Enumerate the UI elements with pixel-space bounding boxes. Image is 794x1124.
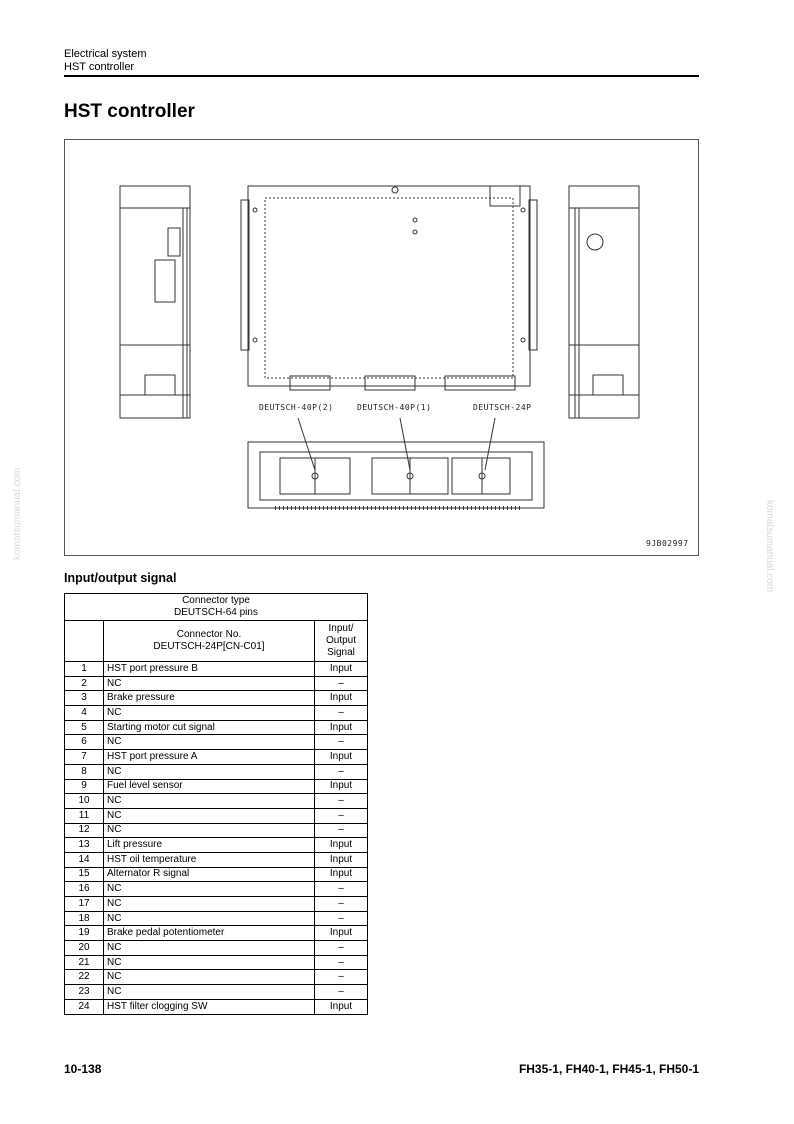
signal-type-cell: Input <box>315 662 368 677</box>
signal-type-cell: – <box>315 706 368 721</box>
signal-header-line: Output <box>325 635 357 646</box>
signal-type-cell: Input <box>315 779 368 794</box>
signal-type-cell: Input <box>315 867 368 882</box>
table-row <box>65 926 368 941</box>
connector-type-value: DEUTSCH-64 pins <box>174 607 258 618</box>
pin-number-cell: 23 <box>65 985 104 1000</box>
signal-name-cell: NC <box>104 764 315 779</box>
signal-name-cell: Brake pedal potentiometer <box>104 926 315 941</box>
signal-type-cell: – <box>315 764 368 779</box>
signal-header-line: Signal <box>327 647 355 658</box>
page-number: 10-138 <box>64 1062 102 1076</box>
io-signal-table <box>64 593 368 1015</box>
pin-number-cell: 9 <box>65 779 104 794</box>
connector-no-value: DEUTSCH-24P[CN-C01] <box>153 641 265 652</box>
table-row <box>65 808 368 823</box>
table-row <box>65 941 368 956</box>
table-row <box>65 852 368 867</box>
table-row <box>65 706 368 721</box>
pin-number-cell: 15 <box>65 867 104 882</box>
signal-type-cell: Input <box>315 852 368 867</box>
signal-header-cell <box>315 621 368 662</box>
signal-type-cell: – <box>315 882 368 897</box>
signal-type-cell: – <box>315 735 368 750</box>
table-row <box>65 750 368 765</box>
pin-number-cell: 12 <box>65 823 104 838</box>
watermark-right: komatsumanual.com <box>764 500 775 593</box>
signal-name-cell: NC <box>104 911 315 926</box>
table-header-row <box>65 594 368 621</box>
table-row <box>65 662 368 677</box>
pin-number-cell: 8 <box>65 764 104 779</box>
signal-type-cell: Input <box>315 750 368 765</box>
signal-name-cell: Starting motor cut signal <box>104 720 315 735</box>
signal-name-cell: NC <box>104 897 315 912</box>
connector-no-cell <box>104 621 315 662</box>
signal-name-cell: Alternator R signal <box>104 867 315 882</box>
header-section: HST controller <box>64 61 135 73</box>
signal-type-cell: – <box>315 970 368 985</box>
signal-type-cell: Input <box>315 720 368 735</box>
signal-type-cell: Input <box>315 926 368 941</box>
signal-name-cell: HST port pressure A <box>104 750 315 765</box>
signal-name-cell: NC <box>104 955 315 970</box>
right-side-view <box>569 186 639 418</box>
table-header-row <box>65 621 368 662</box>
header-rule <box>64 75 699 77</box>
pin-number-cell: 18 <box>65 911 104 926</box>
pin-number-cell: 11 <box>65 808 104 823</box>
signal-type-cell: Input <box>315 999 368 1014</box>
signal-name-cell: NC <box>104 794 315 809</box>
model-list: FH35-1, FH40-1, FH45-1, FH50-1 <box>518 1062 699 1076</box>
signal-name-cell: Lift pressure <box>104 838 315 853</box>
signal-name-cell: NC <box>104 970 315 985</box>
table-row <box>65 955 368 970</box>
signal-name-cell: HST filter clogging SW <box>104 999 315 1014</box>
signal-name-cell: HST port pressure B <box>104 662 315 677</box>
signal-name-cell: Fuel level sensor <box>104 779 315 794</box>
table-row <box>65 720 368 735</box>
signal-name-cell: NC <box>104 735 315 750</box>
table-row <box>65 764 368 779</box>
pin-number-cell: 4 <box>65 706 104 721</box>
figure-code: 9JB02997 <box>646 539 689 548</box>
table-row <box>65 882 368 897</box>
signal-type-cell: – <box>315 985 368 1000</box>
connector-type-cell <box>65 594 368 621</box>
signal-name-cell: NC <box>104 808 315 823</box>
pin-number-cell: 22 <box>65 970 104 985</box>
connector-type-label: Connector type <box>182 595 250 606</box>
table-row <box>65 735 368 750</box>
label-deutsch-24p: DEUTSCH-24P <box>473 403 532 412</box>
leader-lines <box>298 418 495 470</box>
table-row <box>65 911 368 926</box>
pin-number-cell: 7 <box>65 750 104 765</box>
signal-name-cell: NC <box>104 941 315 956</box>
signal-name-cell: NC <box>104 882 315 897</box>
signal-type-cell: – <box>315 941 368 956</box>
controller-figure <box>64 139 699 556</box>
signal-type-cell: – <box>315 955 368 970</box>
signal-name-cell: NC <box>104 985 315 1000</box>
table-row <box>65 779 368 794</box>
signal-name-cell: NC <box>104 676 315 691</box>
connector-view <box>248 442 544 508</box>
table-row <box>65 794 368 809</box>
pin-number-cell: 20 <box>65 941 104 956</box>
pin-number-cell: 16 <box>65 882 104 897</box>
table-row <box>65 823 368 838</box>
table-row <box>65 999 368 1014</box>
connector-no-label: Connector No. <box>176 629 242 640</box>
pin-number-cell: 21 <box>65 955 104 970</box>
front-view <box>241 186 537 390</box>
running-header <box>64 48 147 74</box>
pin-number-cell: 3 <box>65 691 104 706</box>
signal-type-cell: – <box>315 897 368 912</box>
signal-type-cell: – <box>315 794 368 809</box>
signal-name-cell: Brake pressure <box>104 691 315 706</box>
signal-type-cell: – <box>315 823 368 838</box>
label-deutsch-40p-1: DEUTSCH-40P(1) <box>357 403 432 412</box>
table-row <box>65 838 368 853</box>
signal-name-cell: NC <box>104 823 315 838</box>
signal-type-cell: Input <box>315 838 368 853</box>
blank-header-cell <box>65 621 104 662</box>
pin-number-cell: 13 <box>65 838 104 853</box>
controller-drawing <box>65 140 700 557</box>
pin-number-cell: 5 <box>65 720 104 735</box>
table-row <box>65 985 368 1000</box>
table-row <box>65 897 368 912</box>
signal-header-line: Input/ <box>328 623 354 634</box>
signal-type-cell: – <box>315 911 368 926</box>
watermark-left: komatsumanual.com <box>12 467 23 560</box>
signal-name-cell: HST oil temperature <box>104 852 315 867</box>
section-title: Input/output signal <box>64 571 177 585</box>
table-row <box>65 691 368 706</box>
pin-number-cell: 19 <box>65 926 104 941</box>
left-side-view <box>120 186 190 418</box>
signal-type-cell: Input <box>315 691 368 706</box>
pin-number-cell: 2 <box>65 676 104 691</box>
label-deutsch-40p-2: DEUTSCH-40P(2) <box>259 403 334 412</box>
signal-type-cell: – <box>315 676 368 691</box>
page-title: HST controller <box>64 101 195 122</box>
pin-number-cell: 10 <box>65 794 104 809</box>
table-row <box>65 867 368 882</box>
pin-number-cell: 17 <box>65 897 104 912</box>
signal-name-cell: NC <box>104 706 315 721</box>
table-row <box>65 970 368 985</box>
pin-number-cell: 6 <box>65 735 104 750</box>
pin-number-cell: 1 <box>65 662 104 677</box>
header-chapter: Electrical system <box>64 48 147 60</box>
pin-number-cell: 14 <box>65 852 104 867</box>
signal-type-cell: – <box>315 808 368 823</box>
pin-number-cell: 24 <box>65 999 104 1014</box>
table-row <box>65 676 368 691</box>
